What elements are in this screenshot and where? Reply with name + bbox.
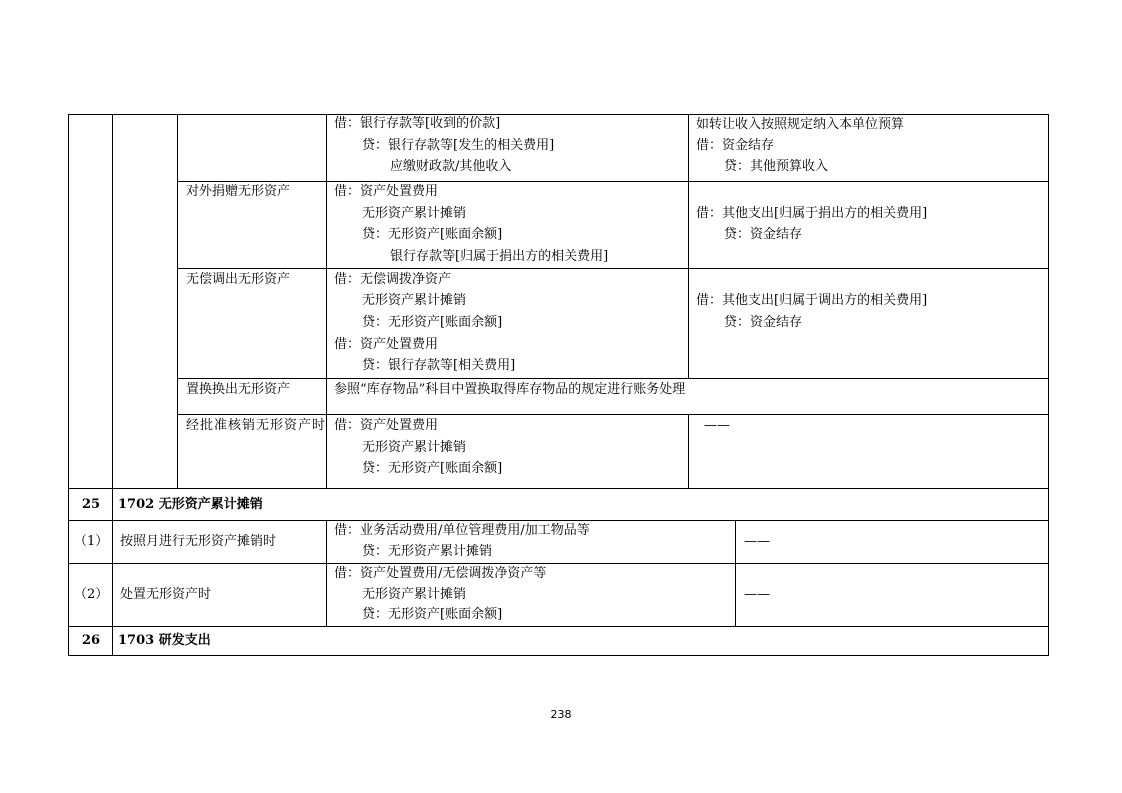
- entry-line: 贷：无形资产[账面余额]: [362, 461, 503, 476]
- rule: [326, 114, 327, 488]
- entry-line: 借：资产处置费用: [334, 184, 439, 199]
- rule: [68, 488, 1049, 489]
- entry-line: 借：资产处置费用: [334, 418, 439, 433]
- budget-line: 贷：其他预算收入: [724, 159, 829, 174]
- rule: [326, 520, 327, 626]
- entry-line: 无形资产累计摊销: [362, 206, 467, 221]
- row-label: 处置无形资产时: [120, 587, 212, 602]
- rule: [1048, 114, 1049, 656]
- budget-line: 借：资金结存: [696, 138, 775, 153]
- budget-dash: ——: [744, 587, 770, 602]
- section-title: 1702 无形资产累计摊销: [118, 497, 263, 512]
- budget-line: 贷：资金结存: [724, 315, 803, 330]
- rule: [68, 626, 1049, 627]
- page-number: 238: [550, 708, 572, 721]
- entry-line: 借：业务活动费用/单位管理费用/加工物品等: [334, 523, 590, 538]
- entry-line: 贷：无形资产累计摊销: [362, 544, 493, 559]
- rule: [177, 181, 1049, 182]
- rule: [688, 114, 689, 378]
- entry-line: 无形资产累计摊销: [362, 293, 467, 308]
- row-label: 置换换出无形资产: [186, 382, 291, 397]
- rule: [68, 114, 69, 656]
- row-label: 对外捐赠无形资产: [186, 184, 291, 199]
- entry-line: 贷：无形资产[账面余额]: [362, 315, 503, 330]
- entry-line: 应缴财政款/其他收入: [390, 159, 512, 174]
- entry-line: 无形资产累计摊销: [362, 587, 467, 602]
- item-number: （1）: [74, 534, 109, 549]
- row-label: 经批准核销无形资产时: [186, 418, 327, 433]
- entry-line: 借：无偿调拨净资产: [334, 272, 452, 287]
- rule: [735, 520, 736, 626]
- section-number: 25: [82, 497, 101, 512]
- entry-line: 银行存款等[归属于捐出方的相关费用]: [390, 249, 609, 264]
- item-number: （2）: [74, 587, 109, 602]
- rule: [177, 114, 178, 488]
- row-label: 按照月进行无形资产摊销时: [120, 534, 277, 549]
- entry-line: 借：资产处置费用/无偿调拨净资产等: [334, 566, 547, 581]
- entry-line: 借：资产处置费用: [334, 337, 439, 352]
- budget-line: 如转让收入按照规定纳入本单位预算: [696, 117, 905, 132]
- budget-line: 借：其他支出[归属于捐出方的相关费用]: [696, 206, 928, 221]
- budget-line: 贷：资金结存: [724, 227, 803, 242]
- entry-line: 贷：银行存款等[发生的相关费用]: [362, 138, 555, 153]
- rule: [177, 268, 1049, 269]
- row-label: 无偿调出无形资产: [186, 272, 291, 287]
- rule: [68, 655, 1049, 656]
- reference-text: 参照“库存物品”科目中置换取得库存物品的规定进行账务处理: [334, 382, 686, 397]
- entry-line: 贷：无形资产[账面余额]: [362, 607, 503, 622]
- entry-line: 借：银行存款等[收到的价款]: [334, 116, 501, 131]
- section-number: 26: [82, 633, 101, 648]
- section-title: 1703 研发支出: [118, 633, 211, 648]
- entry-line: 无形资产累计摊销: [362, 440, 467, 455]
- entry-line: 贷：无形资产[账面余额]: [362, 227, 503, 242]
- entry-line: 贷：银行存款等[相关费用]: [362, 358, 516, 373]
- budget-dash: ——: [704, 418, 730, 433]
- rule: [68, 563, 1049, 564]
- rule: [688, 414, 689, 488]
- budget-line: 借：其他支出[归属于调出方的相关费用]: [696, 293, 928, 308]
- budget-dash: ——: [744, 534, 770, 549]
- rule: [112, 114, 113, 656]
